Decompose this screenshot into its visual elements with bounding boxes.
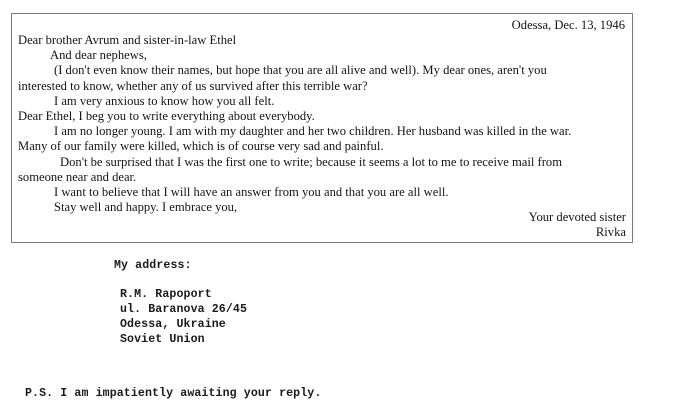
letter-signature: Rivka <box>595 224 626 239</box>
salutation-line: Dear brother Avrum and sister-in-law Ethel <box>18 33 237 47</box>
letter-line: interested to know, whether any of us survived after this terrible war? <box>18 78 368 93</box>
address-line: Soviet Union <box>120 333 205 346</box>
letter-closing: Your devoted sister <box>528 209 626 224</box>
postscript: P.S. I am impatiently awaiting your reply. <box>25 387 322 400</box>
letter-line: I am no longer young. I am with my daughter and her two children. Her husband was killed in the war. <box>54 124 572 139</box>
address-line: R.M. Rapoport <box>120 288 212 301</box>
letter-line: Dear Ethel, I beg you to write everything about everybody. <box>18 109 315 124</box>
letter-line: I want to believe that I will have an answer from you and that you are all well. <box>54 185 449 200</box>
letter-date: Odessa, Dec. 13, 1946 <box>511 18 625 32</box>
letter-line: Many of our family were killed, which is of course very sad and painful. <box>18 139 384 154</box>
letter-line: someone near and dear. <box>18 169 137 184</box>
letter-signature-block <box>529 210 626 240</box>
address-label: My address: <box>114 259 192 272</box>
letter-line: Stay well and happy. I embrace you, <box>54 200 238 215</box>
address-line: ul. Baranova 26/45 <box>120 303 248 316</box>
address-block <box>120 287 247 347</box>
salutation-nephews-line: And dear nephews, <box>50 48 147 63</box>
letter-body <box>18 33 624 215</box>
letter-line: Don't be surprised that I was the first one to write; because it seems a lot to me to receive mail from <box>60 154 563 169</box>
address-line: Odessa, Ukraine <box>120 318 226 331</box>
letter-line: (I don't even know their names, but hope that you are all alive and well). My dear ones, aren't you <box>54 63 547 78</box>
letter-line: I am very anxious to know how you all felt. <box>54 93 275 108</box>
letter-translation-box <box>11 13 633 243</box>
